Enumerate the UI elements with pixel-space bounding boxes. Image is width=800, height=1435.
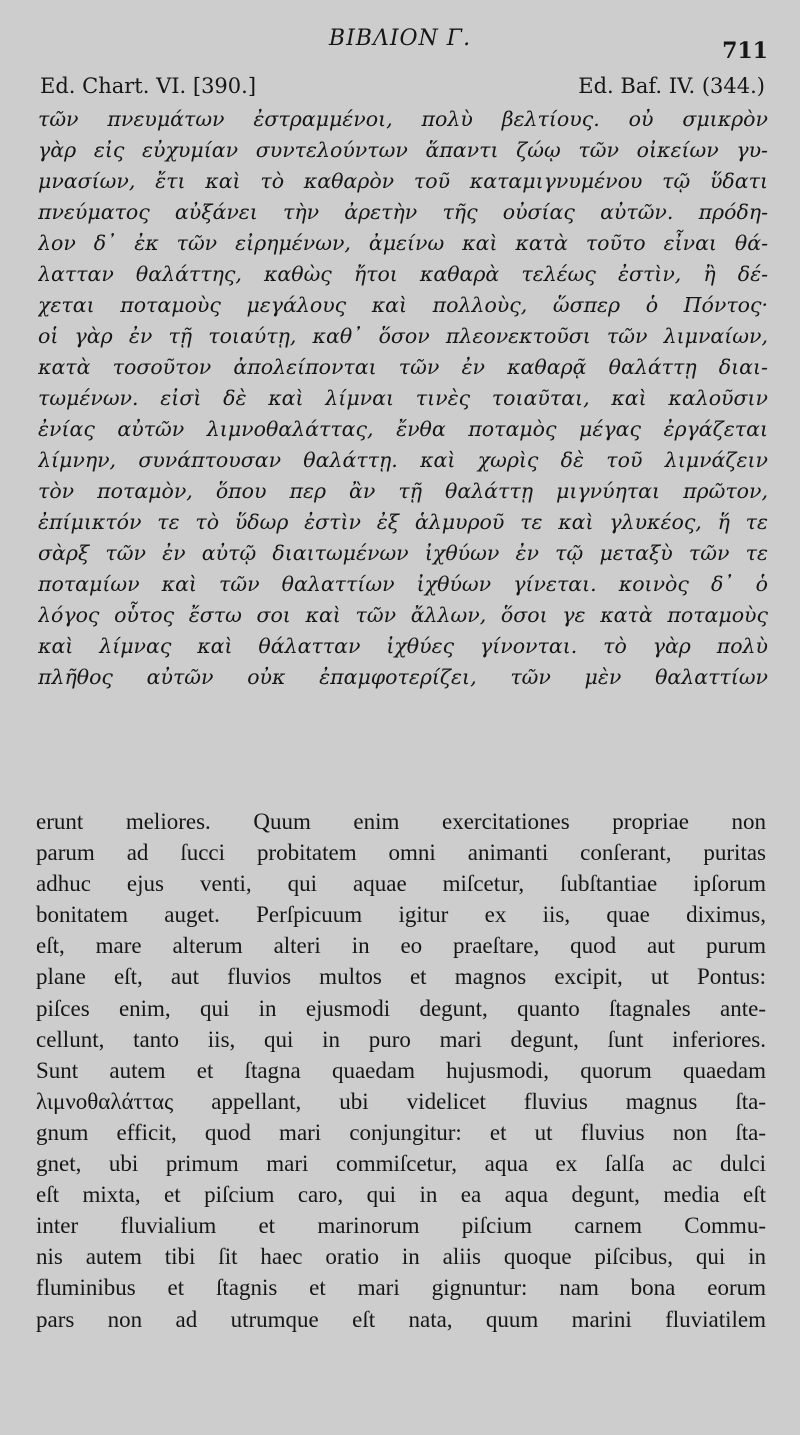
greek-line: λον δ᾽ ἐκ τῶν εἰρημένων, ἀμείνω καὶ κατὰ τοῦτο εἶναι θά-	[38, 231, 768, 255]
latin-line: fluminibus et ſtagnis et mari gignuntur: nam bona eorum	[36, 1275, 766, 1301]
latin-line: gnet, ubi primum mari commiſcetur, aqua ex ſalſa ac dulci	[36, 1151, 766, 1177]
greek-text-block	[38, 104, 768, 693]
greek-line: κατὰ τοσοῦτον ἀπολείπονται τῶν ἐν καθαρᾷ θαλάττῃ διαι-	[38, 355, 768, 379]
latin-line: adhuc ejus venti, qui aquae miſcetur, ſubſtantiae ipſorum	[36, 871, 766, 897]
latin-line: parum ad ſucci probitatem omni animanti conſerant, puritas	[36, 840, 766, 866]
greek-line: οἱ γὰρ ἐν τῇ τοιαύτῃ, καθ᾽ ὅσον πλεονεκτοῦσι τῶν λιμναίων,	[38, 324, 768, 348]
greek-line: σὰρξ τῶν ἐν αὐτῷ διαιτωμένων ἰχθύων ἐν τῷ μεταξὺ τῶν τε	[38, 541, 768, 565]
greek-line: ποταμίων καὶ τῶν θαλαττίων ἰχθύων γίνεται. κοινὸς δ᾽ ὁ	[38, 572, 768, 596]
greek-line: πλῆθος αὐτῶν οὐκ ἐπαμφοτερίζει, τῶν μὲν θαλαττίων	[38, 665, 768, 689]
greek-line: λίμνην, συνάπτουσαν θαλάττῃ. καὶ χωρὶς δὲ τοῦ λιμνάζειν	[38, 448, 768, 472]
greek-line: χεται ποταμοὺς μεγάλους καὶ πολλοὺς, ὥσπερ ὁ Πόντος·	[38, 293, 768, 317]
latin-line: piſces enim, qui in ejusmodi degunt, quanto ſtagnales ante-	[36, 995, 766, 1021]
edition-right: Ed. Baf. IV. (344.)	[578, 74, 765, 98]
greek-line: λατταν θαλάττης, καθὼς ἤτοι καθαρὰ τελέως ἐστὶν, ἢ δέ-	[38, 262, 768, 286]
greek-line: ἐνίας αὐτῶν λιμνοθαλάττας, ἔνθα ποταμὸς μέγας ἐργάζεται	[38, 417, 768, 441]
latin-line: nis autem tibi ſit haec oratio in aliis quoque piſcibus, qui in	[36, 1244, 766, 1270]
latin-line: eſt mixta, et piſcium caro, qui in ea aqua degunt, media eſt	[36, 1182, 766, 1208]
greek-line: πνεύματος αὐξάνει τὴν ἀρετὴν τῆς οὐσίας αὐτῶν. πρόδη-	[38, 200, 768, 224]
latin-line: cellunt, tanto iis, qui in puro mari degunt, ſunt inferiores.	[36, 1026, 766, 1052]
greek-line: γὰρ εἰς εὐχυμίαν συντελούντων ἅπαντι ζώῳ τῶν οἰκείων γυ-	[38, 138, 768, 162]
latin-line: erunt meliores. Quum enim exercitationes propriae non	[36, 809, 766, 834]
latin-text-block	[36, 806, 766, 1335]
greek-line: τωμένων. εἰσὶ δὲ καὶ λίμναι τινὲς τοιαῦται, καὶ καλοῦσιν	[38, 386, 768, 410]
latin-line: eſt, mare alterum alteri in eo praeſtare, quod aut purum	[36, 933, 766, 959]
latin-line: Sunt autem et ſtagna quaedam hujusmodi, quorum quaedam	[36, 1057, 766, 1083]
page-number: 711	[722, 38, 768, 64]
latin-line: plane eſt, aut fluvios multos et magnos excipit, ut Pontus:	[36, 964, 766, 990]
running-title: ΒΙΒΛΙΟΝ Γ.	[328, 26, 472, 51]
edition-references	[40, 74, 765, 98]
edition-left: Ed. Chart. VI. [390.]	[40, 74, 257, 98]
greek-line: τῶν πνευμάτων ἐστραμμένοι, πολὺ βελτίους. οὐ σμικρὸν	[38, 107, 768, 131]
greek-line: μνασίων, ἔτι καὶ τὸ καθαρὸν τοῦ καταμιγνυμένου τῷ ὕδατι	[38, 169, 768, 193]
latin-line: pars non ad utrumque eſt nata, quum marini fluviatilem	[36, 1306, 766, 1332]
latin-line: inter fluvialium et marinorum piſcium carnem Commu-	[36, 1213, 766, 1239]
latin-line: λιμνοθαλάττας appellant, ubi videlicet fluvius magnus ſta-	[36, 1088, 766, 1114]
latin-line: bonitatem auget. Perſpicuum igitur ex iis, quae diximus,	[36, 902, 766, 928]
greek-line: καὶ λίμνας καὶ θάλατταν ἰχθύες γίνονται. τὸ γὰρ πολὺ	[38, 634, 768, 658]
greek-line: λόγος οὗτος ἔστω σοι καὶ τῶν ἄλλων, ὅσοι γε κατὰ ποταμοὺς	[38, 603, 768, 627]
latin-line: gnum efficit, quod mari conjungitur: et ut fluvius non ſta-	[36, 1119, 766, 1145]
greek-line: ἐπίμικτόν τε τὸ ὕδωρ ἐστὶν ἐξ ἁλμυροῦ τε καὶ γλυκέος, ἥ τε	[38, 510, 768, 534]
greek-line: τὸν ποταμὸν, ὅπου περ ἂν τῇ θαλάττῃ μιγνύηται πρῶτον,	[38, 479, 768, 503]
